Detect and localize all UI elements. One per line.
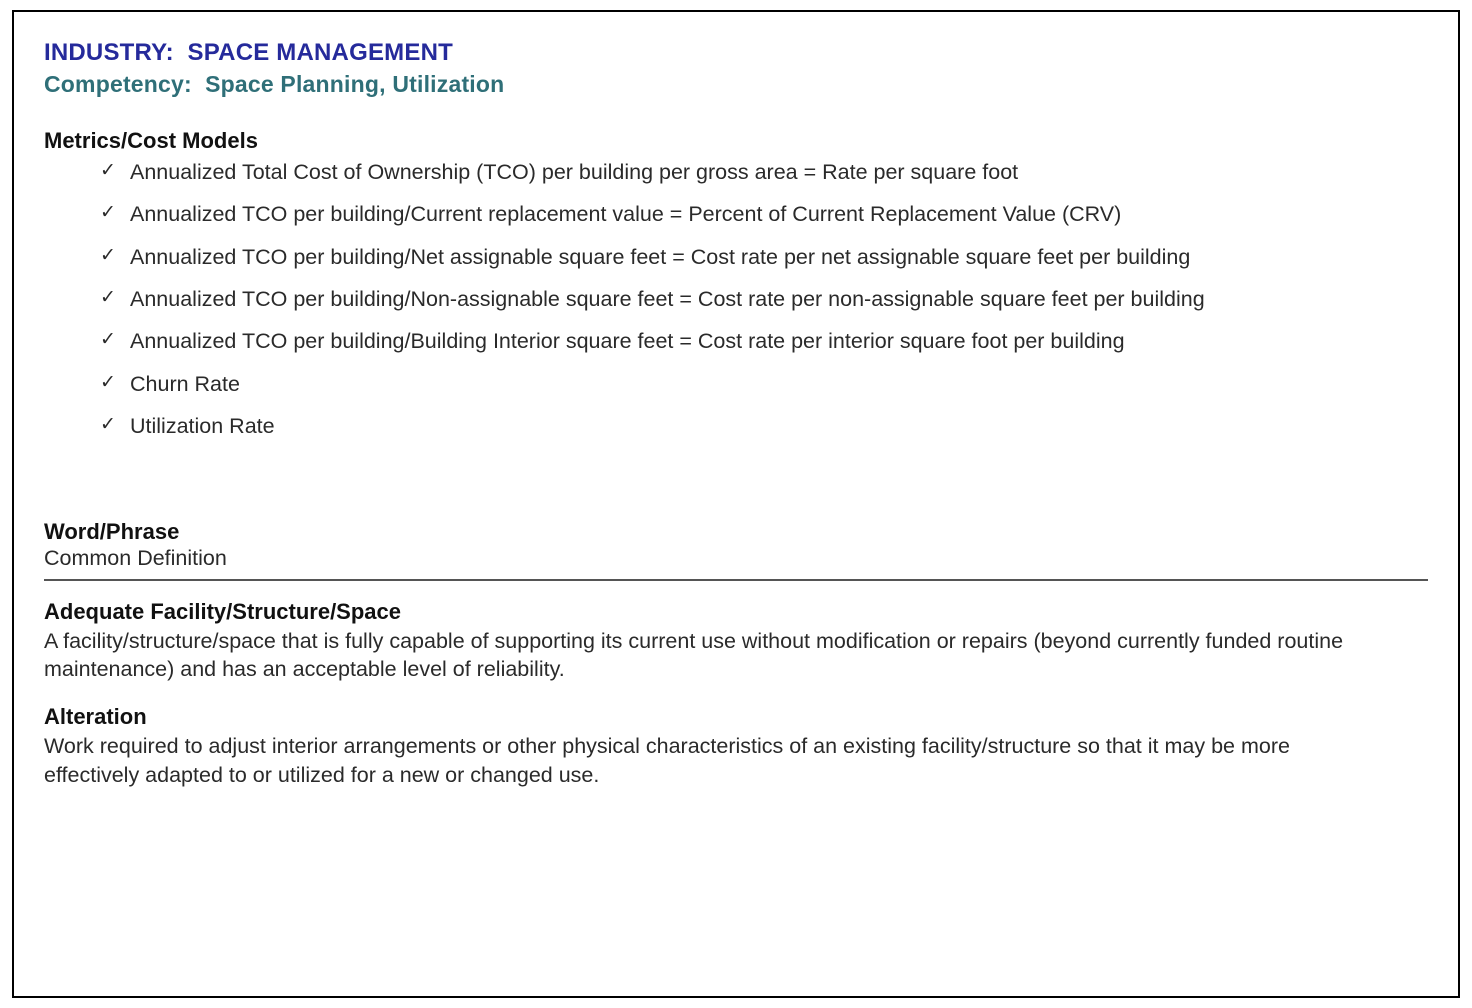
glossary-definition: Work required to adjust interior arrangements or other physical characteristics of an existing facility/structure so that it may be more effectively adapted to or utilized for a new or changed use. xyxy=(44,734,1290,787)
industry-heading: INDUSTRY: SPACE MANAGEMENT xyxy=(44,39,453,66)
metrics-section-heading: Metrics/Cost Models xyxy=(44,127,258,153)
list-item-text: Annualized Total Cost of Ownership (TCO) per building per gross area = Rate per square foot xyxy=(130,159,1019,184)
list-item xyxy=(100,327,1428,355)
check-icon: ✓ xyxy=(100,202,116,224)
glossary-entry xyxy=(44,599,1428,685)
section-spacer xyxy=(44,455,1428,515)
check-icon: ✓ xyxy=(100,371,116,393)
metrics-list xyxy=(44,158,1428,441)
glossary-term: Alteration xyxy=(44,704,147,730)
check-icon: ✓ xyxy=(100,329,116,351)
document-frame xyxy=(12,10,1460,998)
glossary-term: Adequate Facility/Structure/Space xyxy=(44,598,401,624)
glossary-entry xyxy=(44,704,1428,790)
list-item xyxy=(100,370,1428,398)
glossary-subheading: Common Definition xyxy=(44,545,227,570)
list-item xyxy=(100,412,1428,440)
list-item-text: Annualized TCO per building/Net assignable square feet = Cost rate per net assignable square feet per building xyxy=(130,244,1191,269)
glossary-definition: A facility/structure/space that is fully capable of supporting its current use without modification or repairs (beyond currently funded routine maintenance) and has an acceptable level of reliability. xyxy=(44,628,1344,682)
competency-heading: Competency: Space Planning, Utilization xyxy=(44,71,505,97)
list-item-text: Churn Rate xyxy=(130,371,240,396)
list-item-text: Annualized TCO per building/Current replacement value = Percent of Current Replacement Value (CRV) xyxy=(130,202,1122,227)
list-item xyxy=(100,158,1428,186)
list-item xyxy=(100,200,1428,228)
list-item xyxy=(100,285,1428,313)
list-item-text: Utilization Rate xyxy=(130,414,275,439)
list-item-text: Annualized TCO per building/Non-assignable square feet = Cost rate per non-assignable square feet per building xyxy=(130,287,1205,312)
divider xyxy=(44,579,1428,581)
check-icon: ✓ xyxy=(100,159,116,181)
check-icon: ✓ xyxy=(100,244,116,266)
check-icon: ✓ xyxy=(100,414,116,436)
list-item xyxy=(100,243,1428,271)
glossary-heading: Word/Phrase xyxy=(44,518,180,544)
list-item-text: Annualized TCO per building/Building Interior square feet = Cost rate per interior square foot per building xyxy=(130,329,1125,354)
check-icon: ✓ xyxy=(100,287,116,309)
